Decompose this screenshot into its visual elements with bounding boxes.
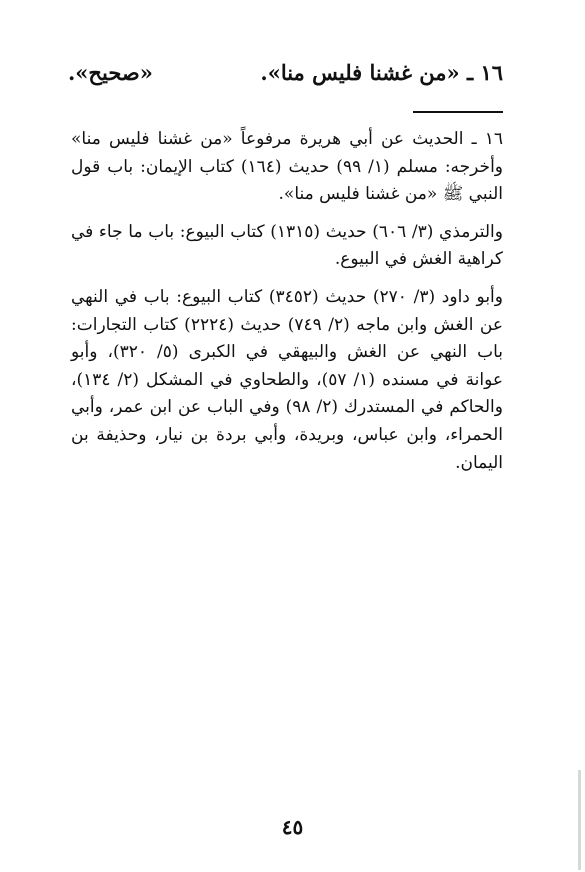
footnote-paragraph-1: ١٦ ـ الحديث عن أبي هريرة مرفوعاً «من غشنا فليس منا» وأخرجه: مسلم (١/ ٩٩) حديث (١٦٤) كتاب الإيمان: باب قول النبي ﷺ «من غشنا فليس منا». [71,129,504,205]
footnote-text [71,126,503,477]
footnote-divider [413,111,503,113]
hadith-grade: «صحيح». [68,60,153,85]
scan-edge-mark [578,770,581,870]
hadith-header [68,58,503,92]
hadith-title: ١٦ ـ «من غشنا فليس منا». [260,60,503,85]
footnote-paragraph-2: والترمذي (٣/ ٦٠٦) حديث (١٣١٥) كتاب البيوع: باب ما جاء في كراهية الغش في البيوع. [71,221,503,270]
footnote-paragraph-3: وأبو داود (٣/ ٢٧٠) حديث (٣٤٥٢) كتاب البيوع: باب في النهي عن الغش وابن ماجه (٢/ ٧٤٩) حديث (٢٢٢٤) كتاب التجارات: باب النهي عن الغش والبيهقي في الكبرى (٥/ ٣٢٠)، وأبو عوانة في مسنده (١/ ٥٧)، والطحاوي في المشكل (٢/ ١٣٤)، والحاكم في المستدرك (٢/ ٩٨) وفي الباب عن ابن عمر، وأبي الحمراء، وابن عباس، وبريدة، وأبي بردة بن نيار، وحذيفة بن اليمان. [71,286,503,473]
page-number: ٤٥ [281,815,304,839]
